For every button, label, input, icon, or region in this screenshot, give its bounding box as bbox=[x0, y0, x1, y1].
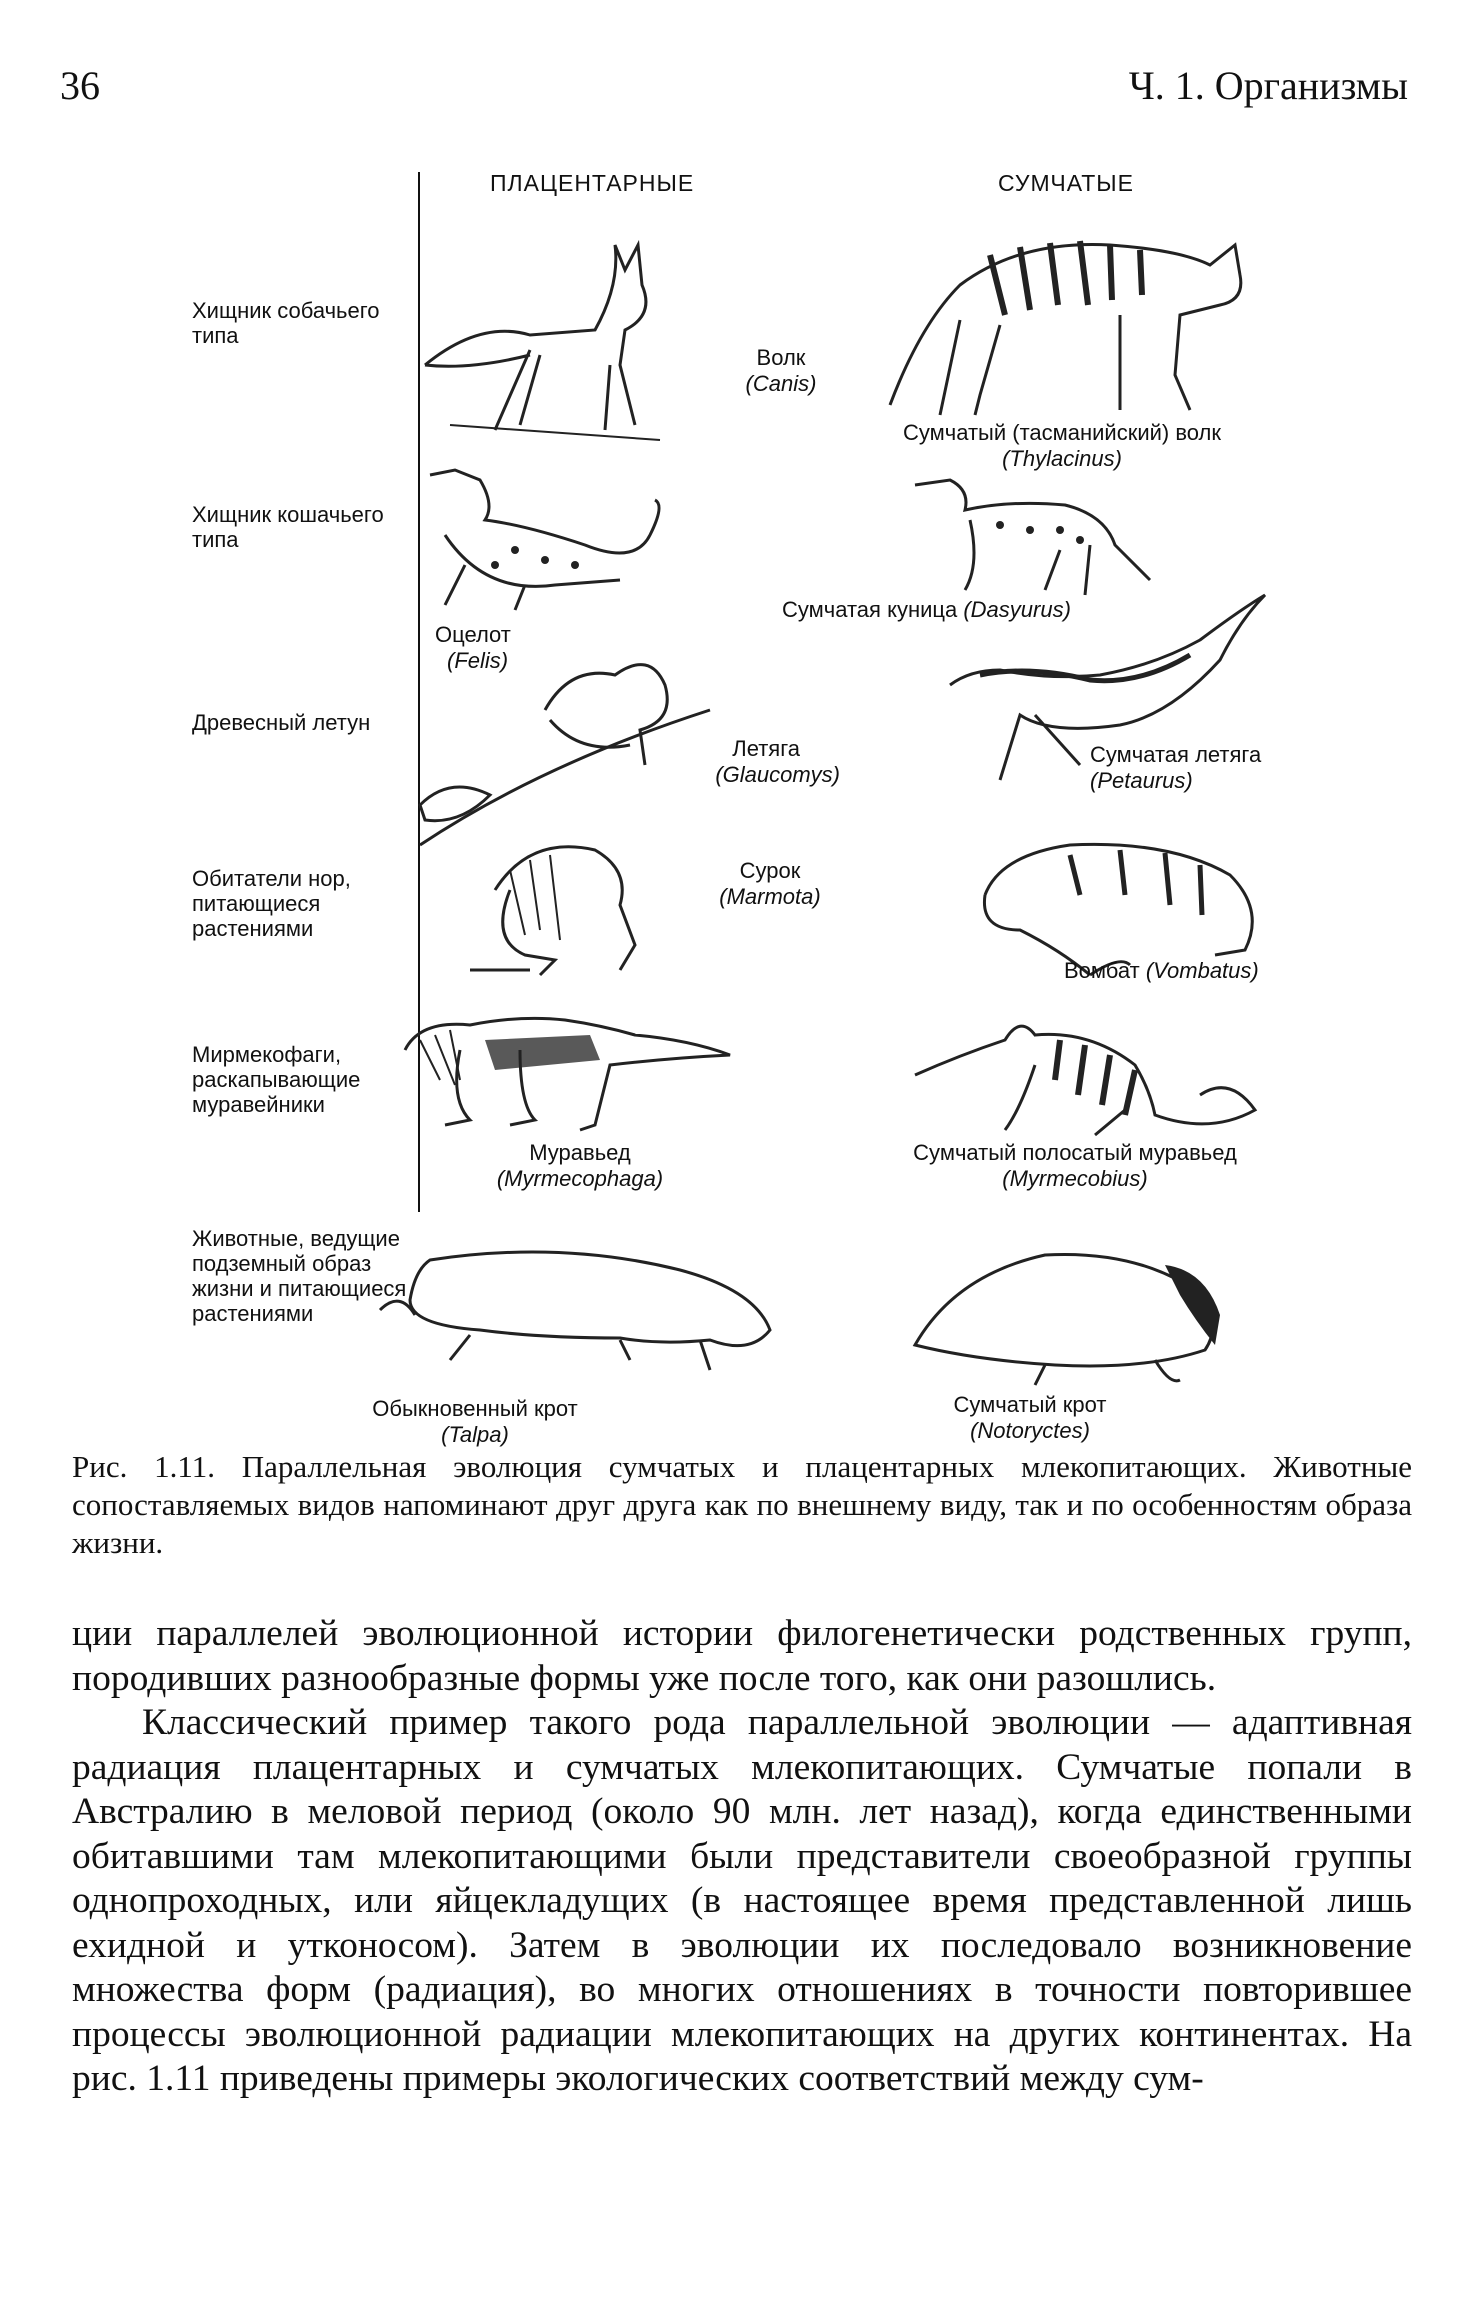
label-sugar-glider bbox=[1090, 742, 1300, 794]
label-marmot bbox=[700, 858, 840, 910]
label-anteater bbox=[470, 1140, 690, 1192]
label-flying-squirrel bbox=[660, 736, 840, 788]
label-anteater-latin: (Myrmecophaga) bbox=[496, 1166, 664, 1191]
marmot-drawing bbox=[470, 830, 690, 980]
category-myrmecophages: Мирмекофаги, раскапывающие муравейники bbox=[192, 1042, 361, 1117]
marsupial-mole-drawing bbox=[895, 1235, 1235, 1395]
label-marmot-name: Сурок bbox=[739, 858, 801, 883]
label-wombat bbox=[1064, 958, 1304, 984]
label-mole bbox=[350, 1396, 600, 1448]
page-number: 36 bbox=[60, 63, 100, 108]
label-sugar-glider-latin: (Petaurus) bbox=[1090, 768, 1193, 793]
category-cat-predator: Хищник кошачьего типа bbox=[192, 502, 384, 552]
label-numbat-name: Сумчатый полосатый муравьед bbox=[913, 1140, 1237, 1165]
thylacine-drawing bbox=[880, 205, 1260, 425]
label-quoll-name-text: Сумчатая куница bbox=[782, 597, 958, 622]
column-header-placental: ПЛАЦЕНТАРНЫЕ bbox=[490, 170, 695, 196]
label-quoll-name bbox=[782, 597, 1122, 623]
label-thylacine-latin: (Thylacinus) bbox=[1002, 446, 1122, 471]
ocelot-drawing bbox=[425, 465, 685, 615]
category-subterranean: Животные, ведущие подземный образ жизни и питающиеся растениями bbox=[192, 1226, 407, 1326]
label-marsupial-mole-name: Сумчатый крот bbox=[953, 1392, 1107, 1417]
body-paragraph-1: ции параллелей эволюционной истории филогенетически родственных групп, породивших разнообразные формы уже после того, как они разошлись. bbox=[72, 1613, 1412, 1699]
label-wombat-name: Вомбат bbox=[1064, 958, 1140, 983]
wolf-drawing bbox=[420, 225, 670, 450]
label-thylacine-name: Сумчатый (тасманийский) волк bbox=[902, 420, 1222, 445]
anteater-drawing bbox=[400, 1010, 740, 1140]
label-marmot-latin: (Marmota) bbox=[719, 884, 821, 909]
label-ocelot-name: Оцелот bbox=[435, 622, 511, 647]
label-anteater-name: Муравьед bbox=[529, 1140, 631, 1165]
label-wolf-name: Волк bbox=[756, 345, 806, 370]
mole-drawing bbox=[370, 1230, 790, 1390]
label-quoll bbox=[782, 597, 1122, 623]
label-sugar-glider-name: Сумчатая летяга bbox=[1090, 742, 1262, 767]
label-wolf bbox=[716, 345, 846, 397]
label-ocelot-latin: (Felis) bbox=[447, 648, 509, 673]
column-header-marsupial: СУМЧАТЫЕ bbox=[998, 170, 1134, 196]
category-burrow-dwellers: Обитатели нор, питающиеся растениями bbox=[192, 866, 351, 941]
label-quoll-latin: (Dasyurus) bbox=[963, 597, 1071, 622]
label-marsupial-mole-latin: (Notoryctes) bbox=[970, 1418, 1090, 1443]
label-marsupial-mole bbox=[920, 1392, 1140, 1444]
category-dog-predator: Хищник собачьего типа bbox=[192, 298, 380, 348]
label-numbat bbox=[870, 1140, 1280, 1192]
label-wombat-line bbox=[1064, 958, 1304, 984]
label-mole-latin: (Talpa) bbox=[441, 1422, 509, 1447]
label-mole-name: Обыкновенный крот bbox=[372, 1396, 578, 1421]
category-tree-glider: Древесный летун bbox=[192, 710, 371, 735]
label-flying-squirrel-latin: (Glaucomys) bbox=[715, 762, 840, 787]
figure-caption: Рис. 1.11. Параллельная эволюция сумчатых и плацентарных млекопитающих. Животные сопоставляемых видов напоминают друг друга как по внешнему виду, так и по особенностям образа жизни. bbox=[72, 1449, 1412, 1560]
label-thylacine bbox=[862, 420, 1262, 472]
label-wolf-latin: (Canis) bbox=[745, 371, 817, 396]
chapter-title: Ч. 1. Организмы bbox=[1128, 63, 1408, 108]
label-flying-squirrel-name: Летяга bbox=[732, 736, 800, 761]
label-ocelot bbox=[435, 622, 545, 674]
numbat-drawing bbox=[910, 1010, 1270, 1145]
body-paragraph-2: Классический пример такого рода параллельной эволюции — адаптивная радиация плацентарных и сумчатых млекопитающих. Сумчатые попали в Австралию в меловой период (около 90 млн. лет назад), когда единственными обитавшими там млекопитающими были представители своеобразной группы однопроходных, или яйцекладущих (в настоящее время представленной лишь ехидной и утконосом). Затем в эволюции их последовало возникновение множества форм (радиация), во многих отношениях в точности повторившее процессы эволюционной радиации млекопитающих на других континентах. На рис. 1.11 приведены примеры экологических соответствий между сум- bbox=[72, 1702, 1412, 2099]
label-numbat-latin: (Myrmecobius) bbox=[1002, 1166, 1148, 1191]
body-text bbox=[72, 1612, 1412, 2102]
label-wombat-latin: (Vombatus) bbox=[1145, 958, 1259, 983]
